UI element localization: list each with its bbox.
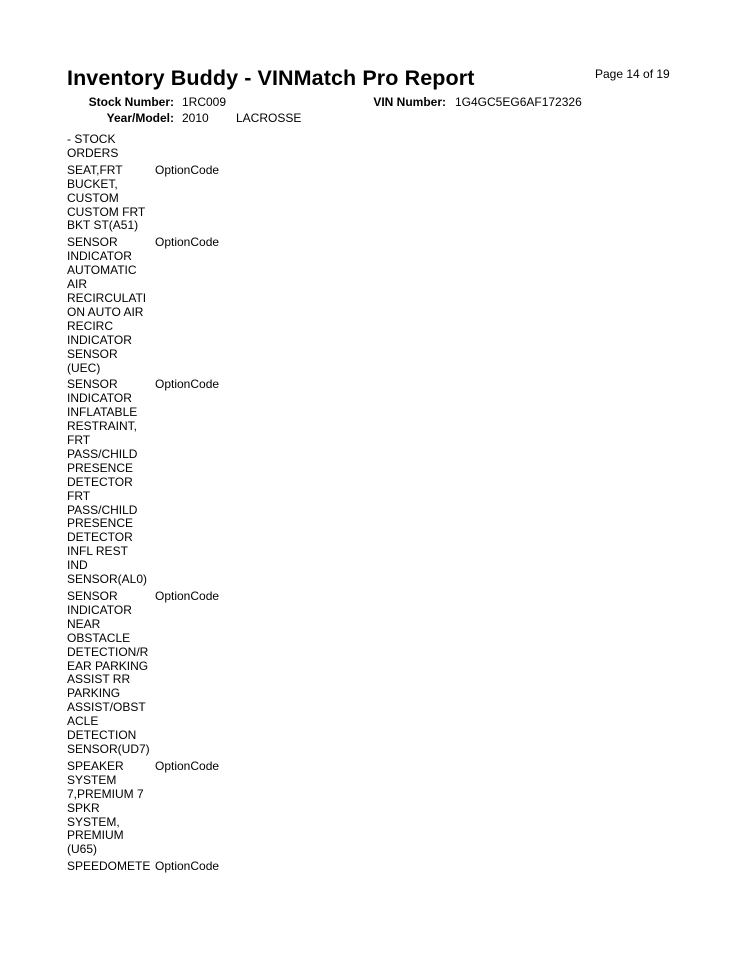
option-item [67,162,220,234]
option-description: SPEEDOMETE [67,859,151,874]
vin-number-value: 1G4GC5EG6AF172326 [455,95,582,109]
option-item [67,133,153,161]
option-type: OptionCode [155,589,220,603]
vin-number-label: VIN Number: [373,95,446,109]
year-model-label: Year/Model: [106,111,174,125]
option-type: OptionCode [155,758,220,773]
option-description: SENSOR INDICATOR NEAR OBSTACLE DETECTION/R EAR PARKING ASSIST RR PARKING ASSIST/OBST ACLE DETECTION SENSOR(UD7) [67,589,150,756]
option-item [67,758,220,857]
stock-number-value: 1RC009 [182,95,227,109]
option-item [67,235,220,375]
option-type: OptionCode [155,162,220,177]
option-item [67,859,220,874]
report-title: Inventory Buddy - VINMatch Pro Report [67,66,475,90]
stock-vin-row [0,95,742,111]
option-description: SEAT,FRT BUCKET, CUSTOM CUSTOM FRT BKT ST(A51) [67,162,146,233]
model-value: LACROSSE [236,111,302,125]
options-list [67,132,220,877]
option-item [67,589,220,757]
stock-number-label: Stock Number: [88,95,174,109]
option-type: OptionCode [155,235,220,250]
option-description: SENSOR INDICATOR INFLATABLE RESTRAINT, FRT PASS/CHILD PRESENCE DETECTOR FRT PASS/CHILD PRESENCE DETECTOR INFL REST IND SENSOR(AL0) [67,377,148,587]
option-type: OptionCode [155,377,220,392]
option-description: - STOCK ORDERS [67,132,119,160]
option-type: OptionCode [155,859,220,874]
page-number: Page 14 of 19 [595,67,670,81]
option-description: SPEAKER SYSTEM 7,PREMIUM 7 SPKR SYSTEM, PREMIUM (U65) [67,758,144,857]
year-model-row [0,111,742,127]
year-value: 2010 [182,111,209,125]
option-item [67,377,220,587]
option-description: SENSOR INDICATOR AUTOMATIC AIR RECIRCULATI ON AUTO AIR RECIRC INDICATOR SENSOR (UEC) [67,235,147,375]
